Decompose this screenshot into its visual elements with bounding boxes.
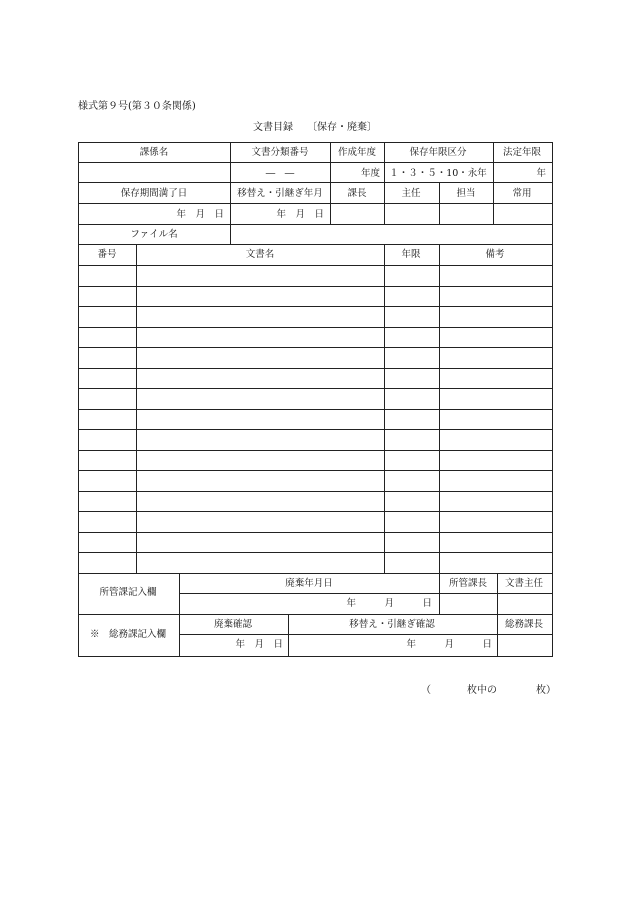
disposal-date-label: 廃棄年月日 bbox=[285, 578, 333, 589]
section-manager-label: 所管課長 bbox=[448, 578, 488, 589]
document-title bbox=[0, 118, 630, 133]
disposal-confirm-label: 廃棄確認 bbox=[213, 619, 253, 630]
transfer-year-month-label: 移替え・引継ぎ年月 bbox=[237, 188, 323, 199]
list-header-remarks: 備考 bbox=[485, 249, 505, 260]
document-table bbox=[78, 142, 552, 656]
list-row-line bbox=[78, 429, 553, 430]
title-text: 文書目録 bbox=[253, 122, 293, 133]
bottom-label-divider bbox=[179, 573, 180, 657]
list-row-line bbox=[78, 286, 553, 287]
transfer-confirm-date: 年 月 日 bbox=[406, 639, 492, 650]
header-row-line bbox=[78, 265, 553, 266]
footer-close: 枚） bbox=[536, 685, 556, 696]
table-bottom-border bbox=[78, 656, 553, 657]
header-column-line bbox=[493, 142, 494, 183]
bottom-column-line bbox=[439, 573, 440, 615]
list-row-line bbox=[78, 368, 553, 369]
supervisor-label: 主任 bbox=[401, 188, 421, 199]
list-row-line bbox=[78, 532, 553, 533]
file-name-divider bbox=[230, 224, 231, 245]
classification-number-label: 文書分類番号 bbox=[251, 147, 309, 158]
header-row-line bbox=[78, 224, 553, 225]
list-header-period: 年限 bbox=[401, 249, 421, 260]
list-row-line bbox=[78, 552, 553, 553]
header-column-line bbox=[439, 182, 440, 225]
creation-year-value: 年度 bbox=[360, 168, 380, 179]
list-row-line bbox=[78, 470, 553, 471]
header-column-line bbox=[330, 182, 331, 225]
bottom-section-line bbox=[78, 614, 553, 615]
bottom-column-line bbox=[288, 614, 289, 657]
legal-period-label: 法定年限 bbox=[502, 147, 542, 158]
list-row-line bbox=[78, 388, 553, 389]
staff-label: 担当 bbox=[456, 188, 476, 199]
header-row-line bbox=[78, 162, 553, 163]
section-chief-label: 課長 bbox=[347, 188, 367, 199]
transfer-confirm-label: 移替え・引継ぎ確認 bbox=[349, 619, 435, 630]
title-subtitle: 〔保存・廃棄〕 bbox=[307, 122, 377, 133]
retention-period-options: １・３・５・10・永年 bbox=[389, 168, 487, 179]
header-row-line bbox=[78, 203, 553, 204]
header-column-line bbox=[384, 182, 385, 225]
bottom-column-line bbox=[497, 573, 498, 615]
classification-number-value: ― ― bbox=[265, 168, 295, 179]
document-chief-label: 文書主任 bbox=[504, 578, 544, 589]
transfer-year-month-value: 年 月 日 bbox=[276, 209, 324, 220]
header-column-line bbox=[330, 142, 331, 183]
list-row-line bbox=[78, 347, 553, 348]
creation-year-label: 作成年度 bbox=[337, 147, 377, 158]
expiry-date-label: 保存期間満了日 bbox=[120, 188, 188, 199]
header-row-line bbox=[78, 182, 553, 183]
list-row-line bbox=[78, 450, 553, 451]
legal-period-value: 年 bbox=[536, 168, 546, 179]
section-name-label: 課係名 bbox=[139, 147, 169, 158]
disposal-date-value: 年 月 日 bbox=[346, 598, 432, 609]
retention-period-label: 保存年限区分 bbox=[409, 147, 467, 158]
header-column-line bbox=[230, 142, 231, 183]
header-row-line bbox=[78, 244, 553, 245]
file-name-label: ファイル名 bbox=[130, 229, 178, 240]
header-column-line bbox=[493, 182, 494, 225]
form-label: 様式第９号(第３０条関係) bbox=[78, 101, 196, 112]
list-row-line bbox=[78, 573, 553, 574]
header-column-line bbox=[384, 142, 385, 183]
expiry-date-value: 年 月 日 bbox=[176, 209, 224, 220]
general-affairs-chief-label: 総務課長 bbox=[504, 619, 544, 630]
section-entry-label: 所管課記入欄 bbox=[99, 587, 157, 598]
list-row-line bbox=[78, 306, 553, 307]
regular-use-label: 常用 bbox=[512, 188, 532, 199]
list-row-line bbox=[78, 409, 553, 410]
header-column-line bbox=[230, 182, 231, 225]
table-top-border bbox=[78, 142, 553, 143]
disposal-confirm-date: 年 月 日 bbox=[235, 639, 283, 650]
list-header-document-name: 文書名 bbox=[245, 249, 275, 260]
list-row-line bbox=[78, 327, 553, 328]
footer-sheets-of: 枚中の bbox=[467, 685, 497, 696]
table-right-border bbox=[552, 142, 553, 657]
table-left-border bbox=[78, 142, 79, 657]
list-row-line bbox=[78, 511, 553, 512]
footer-open: （ bbox=[421, 685, 431, 696]
bottom-column-line bbox=[497, 614, 498, 657]
general-affairs-entry-label: ※ 総務課記入欄 bbox=[89, 629, 167, 640]
list-row-line bbox=[78, 491, 553, 492]
list-header-number: 番号 bbox=[97, 249, 117, 260]
